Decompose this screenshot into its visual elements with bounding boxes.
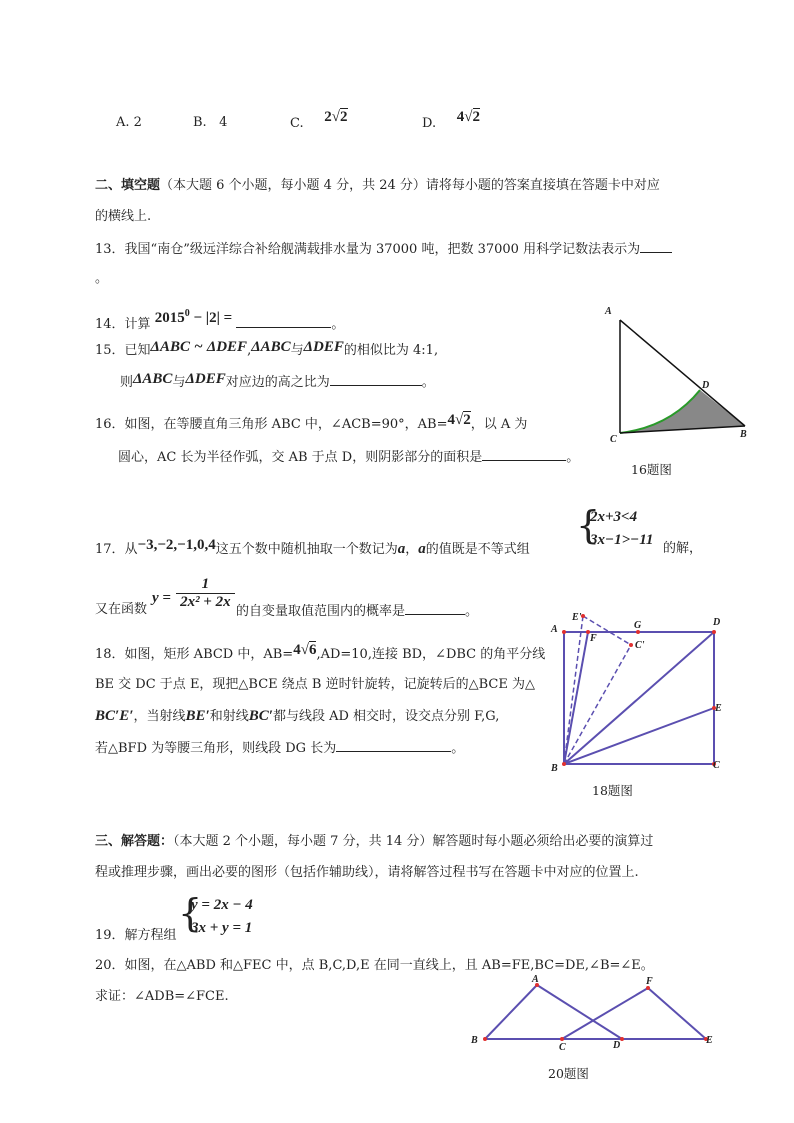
question-19: 19．解方程组 [95, 928, 177, 943]
label-a: A [605, 306, 612, 317]
label-c: C [713, 760, 720, 771]
question-13-tail: 。 [95, 271, 109, 286]
label-c: C [559, 1042, 566, 1050]
answer-blank-16[interactable] [482, 448, 566, 461]
option-c: C. 2√2 [290, 109, 348, 131]
question-17-line2-tail: 的自变量取值范围内的概率是 。 [236, 604, 479, 619]
label-a: A [551, 624, 558, 635]
equation-1: y = 2x − 4 [191, 897, 253, 913]
question-18-line4: 若△BFD 为等腰三角形，则线段 DG 长为 。 [95, 741, 465, 756]
segment-fc [562, 988, 648, 1039]
question-18-line3: BC′E′，当射线BE′和射线BC′都与线段 AD 相交时，设交点分别 F,G, [95, 708, 500, 724]
question-15-line2: 则ΔABC与ΔDEF对应边的高之比为 。 [120, 371, 435, 390]
label-b: B [551, 763, 558, 774]
segment-bf [564, 632, 588, 764]
label-d: D [713, 617, 721, 628]
question-18-line2: BE 交 DC 于点 E，现把△BCE 绕点 B 逆时针旋转，记旋转后的△BCE 为△ [95, 677, 535, 692]
figure-18 [545, 608, 735, 778]
question-20-line2: 求证：∠ADB=∠FCE. [95, 989, 229, 1004]
question-17-line2: 又在函数 [95, 602, 148, 617]
segment-ab [485, 985, 537, 1039]
ray-be1 [564, 616, 583, 764]
point-e1 [581, 614, 585, 618]
section3-heading-cont: 程或推理步骤，画出必要的图形（包括作辅助线），请将解答过程书写在答题卡中对应的位置上. [95, 865, 639, 880]
point-a [562, 630, 566, 634]
label-c: C [610, 434, 617, 445]
equation-2: 3x + y = 1 [191, 920, 253, 936]
section2-heading-cont: 的横线上. [95, 209, 152, 224]
figure-18-caption: 18题图 [592, 783, 633, 798]
question-17: 17．从−3,−2,−1,0,4这五个数中随机抽取一个数记为a，a的值既是不等式组 [95, 537, 530, 557]
answer-blank-18[interactable] [336, 739, 451, 752]
label-g: G [634, 620, 642, 631]
label-e1: E' [572, 612, 582, 623]
answer-blank-13[interactable] [640, 240, 672, 253]
label-e: E [706, 1035, 713, 1046]
segment-bd [564, 632, 714, 764]
question-20: 20．如图，在△ABD 和△FEC 中，点 B,C,D,E 在同一直线上，且 AB=FE,BC=DE,∠B=∠E。 [95, 958, 654, 973]
question-13: 13．我国“南仓”级远洋综合补给舰满载排水量为 37000 吨，把数 37000 用科学记数法表示为 [95, 240, 672, 258]
option-b: B. 4 [193, 115, 228, 130]
function-expression: y = $\frac{1}{\text{2x² + 2x}}$ [152, 576, 235, 611]
point-b [483, 1037, 487, 1041]
inequality-2: 3x−1>−11 [590, 532, 654, 548]
figure-20 [470, 975, 720, 1050]
label-b: B [471, 1035, 478, 1046]
section2-heading: 二、填空题（本大题 6 个小题，每小题 4 分，共 24 分）请将每小题的答案直接填在答题卡中对应 [95, 178, 660, 193]
section3-heading: 三、解答题：（本大题 2 个小题，每小题 7 分，共 14 分）解答题时每小题必须给出必要的演算过 [95, 834, 654, 849]
point-d [620, 1037, 624, 1041]
question-17-tail: 的解， [663, 541, 703, 556]
option-d: D. 4√2 [422, 109, 480, 131]
question-16: 16．如图，在等腰直角三角形 ABC 中，∠ACB=90°，AB=4√2，以 A 为 [95, 412, 528, 432]
figure-16-caption: 16题图 [631, 462, 672, 477]
label-f: F [646, 976, 653, 987]
option-a: A. 2 [116, 115, 142, 130]
point-b [562, 762, 566, 766]
label-c1: C' [635, 640, 645, 651]
answer-blank-15[interactable] [330, 373, 422, 386]
figure-20-caption: 20题图 [548, 1066, 589, 1081]
segment-be [564, 708, 714, 764]
label-f: F [590, 633, 597, 644]
label-e: E [715, 703, 722, 714]
question-14: 14．计算 2015$^0$ − |2| = 。 [95, 308, 345, 332]
question-15: 15．已知ΔABC ~ ΔDEF,ΔABC与ΔDEF的相似比为 4:1, [95, 339, 439, 358]
point-c [560, 1037, 564, 1041]
segment-ef [648, 988, 706, 1039]
answer-blank-17[interactable] [405, 602, 465, 615]
figure-16 [600, 300, 760, 450]
label-a: A [532, 975, 539, 985]
label-b: B [740, 429, 747, 440]
answer-blank-14[interactable] [236, 315, 331, 328]
label-d: D [613, 1040, 621, 1050]
question-18: 18．如图，矩形 ABCD 中，AB=4√6,AD=10,连接 BD，∠DBC 的角平分线 [95, 642, 546, 662]
label-d: D [702, 380, 710, 391]
question-16-line2: 圆心，AC 长为半径作弧，交 AB 于点 D，则阴影部分的面积是 。 [118, 450, 580, 465]
point-d [712, 630, 716, 634]
point-c1 [629, 643, 633, 647]
inequality-1: 2x+3<4 [590, 509, 638, 525]
